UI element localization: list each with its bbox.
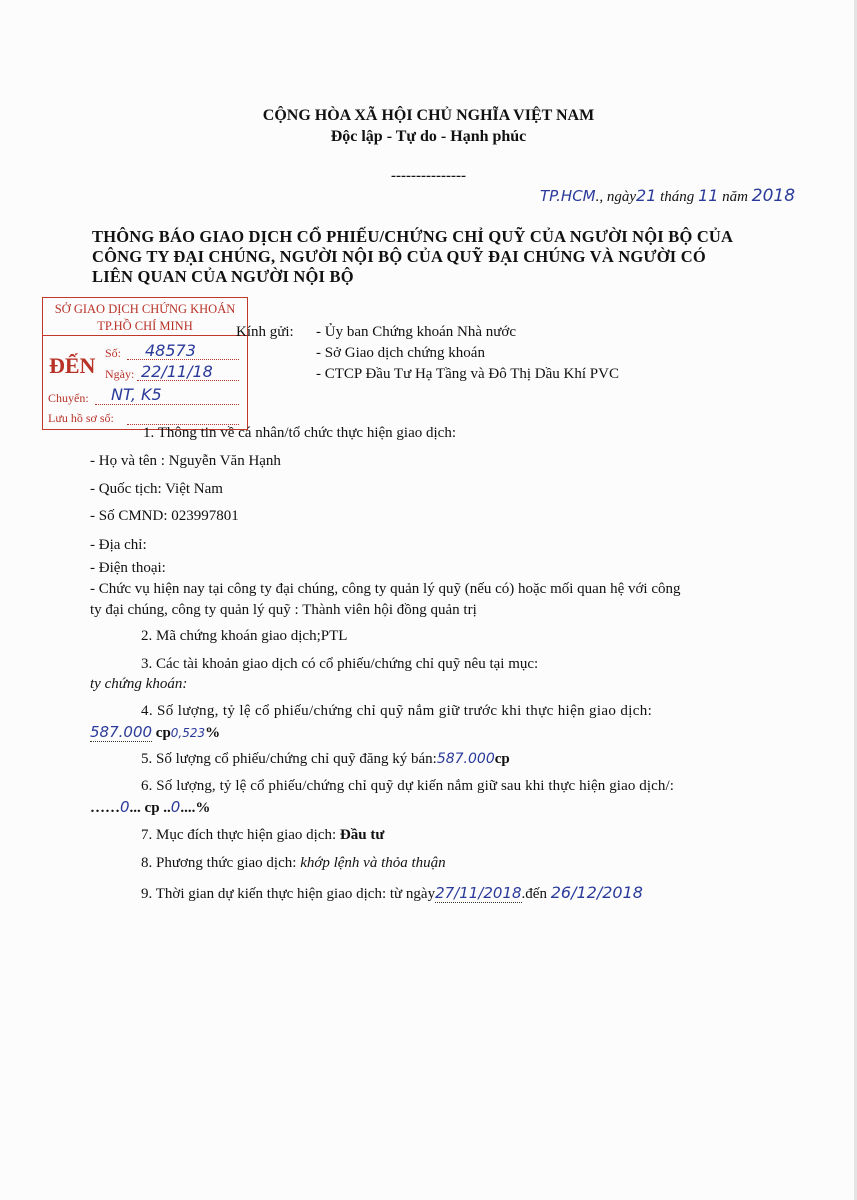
date-text-year: năm <box>722 189 749 205</box>
doc-title-line2: CÔNG TY ĐẠI CHÚNG, NGƯỜI NỘI BỘ CỦA QUỸ ĐẠI CHÚNG VÀ NGƯỜI CÓ <box>92 247 706 266</box>
section5-qty: 587.000 <box>436 751 495 767</box>
header-divider: --------------- <box>391 168 466 184</box>
section7-line <box>141 827 384 844</box>
date-text-day: ., ngày <box>595 189 637 205</box>
section6-pct-sign: ....% <box>180 800 211 816</box>
section1-heading <box>143 425 456 442</box>
section8-label: 8. Phương thức giao dịch: <box>141 855 297 871</box>
section9-to: 26/12/2018 <box>550 883 643 902</box>
section5-text: 5. Số lượng cổ phiếu/chứng chỉ quỹ đăng ký bán: <box>141 751 437 767</box>
section4-line1: 4. Số lượng, tỷ lệ cổ phiếu/chứng chỉ quỹ nắm giữ trước khi thực hiện giao dịch: <box>141 703 653 719</box>
section9-label: 9. Thời gian dự kiến thực hiện giao dịch: từ ngày <box>141 886 436 902</box>
country-header: CỘNG HÒA XÃ HỘI CHỦ NGHĨA VIỆT NAM <box>262 107 595 124</box>
section4-qty: 587.000 <box>90 723 153 741</box>
stamp-so-value: 48573 <box>145 341 196 360</box>
section9-from: 27/11/2018 <box>435 884 522 902</box>
stamp-ngay-value: 22/11/18 <box>141 362 213 381</box>
section4-line2 <box>90 723 220 742</box>
date-place: TP.HCM <box>540 187 596 205</box>
section4-pct-sign: % <box>205 725 221 741</box>
section8-line <box>141 855 446 872</box>
person-position-line1: - Chức vụ hiện nay tại công ty đại chúng, công ty quản lý quỹ (nếu có) hoặc mối quan hệ với công <box>90 581 681 597</box>
section9-den: .đến <box>521 886 547 902</box>
section4-cp: cp <box>155 725 171 741</box>
stamp-chuyen-value: NT, K5 <box>111 385 162 404</box>
section6-line1: 6. Số lượng, tỷ lệ cổ phiếu/chứng chỉ quỹ dự kiến nắm giữ sau khi thực hiện giao dịch/: <box>141 778 675 794</box>
section7-label: 7. Mục đích thực hiện giao dịch: <box>141 827 337 843</box>
recipients-label: Kính gửi: <box>236 324 294 340</box>
recipient-1: - Ủy ban Chứng khoán Nhà nước <box>316 324 516 340</box>
stamp-divider <box>43 335 247 336</box>
stamp-ngay-label: Ngày: <box>105 367 135 381</box>
stamp-so-label: Số: <box>105 346 122 360</box>
person-name: - Họ và tên : Nguyễn Văn Hạnh <box>90 453 281 469</box>
received-stamp <box>42 297 248 430</box>
person-position-line2: ty đại chúng, công ty quản lý quỹ : Thành viên hội đồng quản trị <box>90 602 477 618</box>
section3-line2: ty chứng khoán: <box>90 676 188 692</box>
section8-value: khớp lệnh và thỏa thuận <box>300 855 446 871</box>
motto: Độc lập - Tự do - Hạnh phúc <box>330 128 527 145</box>
section1-heading-text: 1. Thông tin về cá nhân/tổ chức thực hiện giao dịch: <box>143 425 456 441</box>
person-address: - Địa chỉ: <box>90 537 147 553</box>
section4-pct: 0,523 <box>170 726 206 740</box>
recipient-2: - Sở Giao dịch chứng khoán <box>316 345 485 361</box>
date-day: 21 <box>636 186 657 205</box>
stamp-chuyen-dots <box>95 404 239 405</box>
stamp-org-line2: TP.HỒ CHÍ MINH <box>97 319 193 333</box>
person-phone: - Điện thoại: <box>90 560 166 576</box>
stamp-luu-label: Lưu hồ sơ số: <box>48 411 114 425</box>
person-nationality: - Quốc tịch: Việt Nam <box>90 481 223 497</box>
recipient-3: - CTCP Đầu Tư Hạ Tầng và Đô Thị Dầu Khí PVC <box>316 366 619 382</box>
section6-qty: 0 <box>120 798 130 816</box>
section6-cp: ... cp .. <box>129 800 171 816</box>
section5-line <box>141 751 510 768</box>
stamp-chuyen-label: Chuyển: <box>48 391 89 405</box>
section6-line2 <box>90 798 210 817</box>
person-id-number: - Số CMND: 023997801 <box>90 508 239 524</box>
section3-line1: 3. Các tài khoản giao dịch có cổ phiếu/chứng chỉ quỹ nêu tại mục: <box>141 656 539 672</box>
date-line <box>540 186 795 206</box>
date-month: 11 <box>698 186 719 205</box>
section6-dots: …… <box>90 800 120 816</box>
section7-value: Đầu tư <box>339 827 385 843</box>
stamp-org-line1: SỞ GIAO DỊCH CHỨNG KHOÁN <box>54 302 236 316</box>
stamp-den: ĐẾN <box>49 353 96 378</box>
section5-cp: cp <box>494 751 510 767</box>
section9-line <box>141 883 643 903</box>
doc-title-line3: LIÊN QUAN CỦA NGƯỜI NỘI BỘ <box>92 267 354 286</box>
section2-stock-code: 2. Mã chứng khoán giao dịch;PTL <box>141 628 348 644</box>
date-text-month: tháng <box>660 189 695 205</box>
date-year: 2018 <box>751 186 796 206</box>
doc-title-line1: THÔNG BÁO GIAO DỊCH CỔ PHIẾU/CHỨNG CHỈ QUỸ CỦA NGƯỜI NỘI BỘ CỦA <box>92 227 734 246</box>
section6-pct: 0 <box>170 798 181 816</box>
